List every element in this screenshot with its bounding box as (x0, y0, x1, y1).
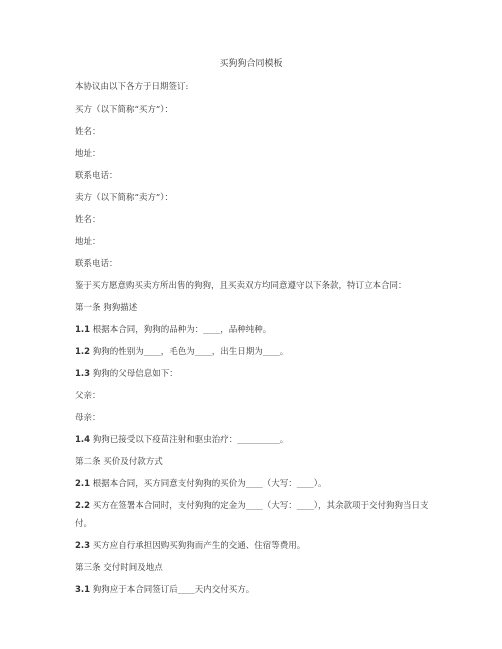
seller-address-field: 地址： (75, 237, 101, 247)
buyer-heading: 买方（以下简称“买方”）： (75, 105, 173, 115)
document-title: 买狗狗合同模板 (219, 59, 283, 69)
preamble-paragraph: 鉴于买方愿意购买卖方所出售的狗狗，且买卖双方均同意遵守以下条款，特订立本合同： (75, 281, 407, 291)
clause-number: 1.4 (75, 435, 91, 445)
clause-text: 买方应自行承担因购买狗狗而产生的交通、住宿等费用。 (92, 541, 306, 551)
buyer-name-field: 姓名： (75, 127, 101, 137)
clause-text: 买方在签署本合同时，支付狗狗的定金为____（大写：____），其余款项于交付狗狗当日支付。 (75, 501, 429, 529)
clause-text: 狗狗的性别为____，毛色为____，出生日期为____。 (92, 347, 289, 357)
clause-text: 狗狗应于本合同签订后____天内交付买方。 (92, 585, 255, 595)
seller-name-field: 姓名： (75, 215, 101, 225)
clause-number: 2.1 (75, 479, 91, 489)
clause-1-1 (75, 324, 271, 336)
clause-number: 3.1 (75, 585, 91, 595)
father-field: 父亲： (75, 391, 101, 401)
clause-2-1 (75, 478, 327, 490)
clause-number: 1.3 (75, 369, 91, 379)
clause-1-2 (75, 346, 288, 358)
mother-field: 母亲： (75, 413, 101, 423)
intro-line: 本协议由以下各方于日期签订: (75, 82, 189, 92)
seller-heading: 卖方（以下简称“卖方”）： (75, 193, 173, 203)
section-heading-2: 第二条 买价及付款方式 (75, 457, 163, 467)
clause-text: 狗狗的父母信息如下： (92, 369, 178, 379)
clause-3-1 (75, 584, 254, 596)
section-heading-3: 第三条 交付时间及地点 (75, 563, 163, 573)
clause-number: 2.2 (75, 501, 91, 511)
clause-text: 狗狗已接受以下疫苗注射和驱虫治疗：__________。 (92, 435, 289, 445)
buyer-phone-field: 联系电话： (75, 171, 118, 181)
clause-2-2 (75, 497, 435, 533)
clause-number: 1.1 (75, 325, 91, 335)
clause-1-4 (75, 434, 288, 446)
section-heading-1: 第一条 狗狗描述 (75, 303, 138, 313)
buyer-address-field: 地址： (75, 149, 101, 159)
clause-number: 2.3 (75, 541, 91, 551)
clause-text: 根据本合同，买方同意支付狗狗的买价为____（大写：____）。 (92, 479, 327, 489)
seller-phone-field: 联系电话： (75, 259, 118, 269)
clause-2-3 (75, 540, 305, 552)
clause-number: 1.2 (75, 347, 91, 357)
clause-text: 根据本合同，狗狗的品种为：____，品种纯种。 (92, 325, 272, 335)
clause-1-3 (75, 368, 178, 380)
